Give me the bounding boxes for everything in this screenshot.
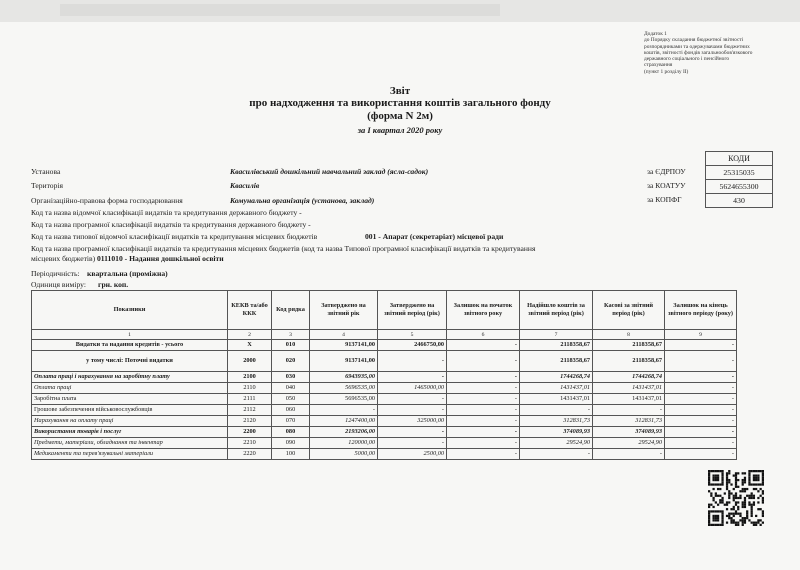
column-number: 6	[447, 330, 520, 340]
table-cell: -	[447, 438, 520, 449]
prog-derzh-line: Код та назва програмної класифікації видатків та кредитування державного бюджету -	[31, 220, 311, 229]
odynytsya-value: грн. коп.	[98, 280, 129, 289]
table-cell: 5000,00	[310, 449, 378, 460]
table-cell: 2118358,67	[520, 351, 593, 372]
table-cell: 060	[272, 405, 310, 416]
table-cell: 6943935,00	[310, 372, 378, 383]
table-cell: 010	[272, 340, 310, 351]
table-cell: -	[447, 340, 520, 351]
table-cell: -	[665, 351, 737, 372]
table-cell: 9137141,00	[310, 340, 378, 351]
table-cell: 1431437,01	[520, 394, 593, 405]
table-cell: -	[665, 427, 737, 438]
header-cell: Залишок на кінець звітного періоду (року)	[665, 291, 737, 330]
report-table	[31, 290, 737, 460]
qr-code-icon	[708, 470, 764, 526]
column-number: 8	[593, 330, 665, 340]
table-cell: у тому числі: Поточні видатки	[32, 351, 228, 372]
table-cell: -	[665, 405, 737, 416]
table-cell: -	[520, 405, 593, 416]
report-subtitle: про надходження та використання коштів загального фонду	[249, 97, 551, 109]
forma-label: Організаційно-правова форма господарювання	[31, 196, 183, 205]
report-period: за I квартал 2020 року	[357, 125, 443, 135]
ustanova-label: Установа	[31, 167, 61, 176]
table-cell: 2118358,67	[593, 351, 665, 372]
note-line: державного соціального і пенсійного	[644, 56, 730, 63]
table-cell: 120000,00	[310, 438, 378, 449]
table-cell: -	[447, 416, 520, 427]
table-cell: 374089,93	[520, 427, 593, 438]
header-cell: КЕКВ та/або ККК	[228, 291, 272, 330]
table-cell: 312831,73	[593, 416, 665, 427]
table-cell: 2220	[228, 449, 272, 460]
table-cell: Нарахування на оплату праці	[32, 416, 228, 427]
scan-smear	[60, 4, 500, 16]
koatuu-label: за КОАТУУ	[647, 181, 686, 190]
typova-value: 001 - Апарат (секретаріат) місцевої ради	[365, 232, 504, 241]
odynytsya-label: Одиниця виміру:	[31, 280, 86, 289]
table-cell: X	[228, 340, 272, 351]
table-cell: -	[447, 449, 520, 460]
table-cell: 312831,73	[520, 416, 593, 427]
prog-misc-value: 0111010 - Надання дошкільної освіти	[97, 254, 224, 263]
table-cell: Предмети, матеріали, обладнання та інвентар	[32, 438, 228, 449]
report-form: (форма N 2м)	[367, 110, 433, 122]
table-cell: 2500,00	[378, 449, 447, 460]
table-cell: -	[378, 427, 447, 438]
table-cell: 5696535,00	[310, 394, 378, 405]
table-cell: -	[447, 427, 520, 438]
edrpou-label: за ЄДРПОУ	[647, 167, 686, 176]
table-cell: Використання товарів і послуг	[32, 427, 228, 438]
kopfg-label: за КОПФГ	[647, 195, 682, 204]
table-cell: 374089,93	[593, 427, 665, 438]
header-cell: Код рядка	[272, 291, 310, 330]
table-cell: -	[520, 449, 593, 460]
table-cell: -	[310, 405, 378, 416]
table-cell: 030	[272, 372, 310, 383]
column-number: 1	[32, 330, 228, 340]
table-cell: Грошове забезпечення військовослужбовців	[32, 405, 228, 416]
table-cell: Заробітна плата	[32, 394, 228, 405]
table-cell: 070	[272, 416, 310, 427]
edrpou-code: 25315035	[706, 166, 773, 180]
kopfg-code: 430	[706, 194, 773, 208]
table-cell: 2118358,67	[520, 340, 593, 351]
header-cell: Затверджено на звітний період (рік)	[378, 291, 447, 330]
table-row	[32, 427, 737, 438]
terytoriya-label: Територія	[31, 181, 63, 190]
column-number: 4	[310, 330, 378, 340]
scan-top-strip	[0, 0, 800, 22]
column-number: 9	[665, 330, 737, 340]
periodychnist-label: Періодичність:	[31, 269, 80, 278]
table-cell: 2100	[228, 372, 272, 383]
table-cell: 2120	[228, 416, 272, 427]
table-cell: 2111	[228, 394, 272, 405]
table-cell: 2193206,00	[310, 427, 378, 438]
report-title: Звіт	[389, 85, 411, 97]
table-cell: 050	[272, 394, 310, 405]
column-number: 2	[228, 330, 272, 340]
table-cell: 080	[272, 427, 310, 438]
note-line: до Порядку складання бюджетної звітності	[644, 37, 744, 44]
table-cell: 2000	[228, 351, 272, 372]
table-cell: -	[665, 372, 737, 383]
table-cell: -	[665, 340, 737, 351]
forma-value: Комунальна організація (установа, заклад)	[230, 196, 375, 205]
column-number-row	[32, 330, 737, 340]
table-cell: 1744268,74	[520, 372, 593, 383]
header-cell: Затверджено на звітний рік	[310, 291, 378, 330]
table-cell: -	[593, 449, 665, 460]
table-cell: Оплата праці і нарахування на заробітну плату	[32, 372, 228, 383]
table-cell: 9137141,00	[310, 351, 378, 372]
table-cell: 29524,90	[520, 438, 593, 449]
header-cell: Касові за звітний період (рік)	[593, 291, 665, 330]
table-cell: -	[665, 394, 737, 405]
table-cell: Медикаменти та перев'язувальні матеріали	[32, 449, 228, 460]
table-cell: -	[665, 449, 737, 460]
table-cell: 2118358,67	[593, 340, 665, 351]
table-cell: Видатки та надання кредитів - усього	[32, 340, 228, 351]
column-number: 7	[520, 330, 593, 340]
table-cell: -	[378, 372, 447, 383]
prog-misc-line: Код та назва програмної класифікації видатків та кредитування місцевих бюджетів (код та назва Типової програмної класифікації видатків та кредитування	[31, 244, 536, 253]
table-row	[32, 449, 737, 460]
header-cell: Надійшло коштів за звітний період (рік)	[520, 291, 593, 330]
table-cell: -	[447, 372, 520, 383]
table-row	[32, 372, 737, 383]
prog-misc-line2: місцевих бюджетів)	[31, 254, 96, 263]
table-cell: -	[378, 438, 447, 449]
table-cell: 2466750,00	[378, 340, 447, 351]
table-cell: Оплата праці	[32, 383, 228, 394]
appendix-note	[644, 31, 794, 75]
vidomcha-line: Код та назва відомчої класифікації видатків та кредитування державного бюджету -	[31, 208, 302, 217]
terytoriya-value: Квасилів	[230, 181, 260, 190]
table-row	[32, 394, 737, 405]
header-cell: Залишок на початок звітного року	[447, 291, 520, 330]
table-cell: 1247400,00	[310, 416, 378, 427]
note-line: коштів, звітності фондів загальнообов'язкового	[644, 49, 753, 56]
table-cell: -	[447, 394, 520, 405]
table-cell: 2110	[228, 383, 272, 394]
note-line: (пункт 1 розділу II)	[644, 68, 689, 75]
note-line: страхування	[644, 62, 673, 69]
table-cell: -	[447, 405, 520, 416]
column-number: 5	[378, 330, 447, 340]
periodychnist-value: квартальна (проміжна)	[87, 269, 168, 278]
table-cell: 090	[272, 438, 310, 449]
typova-line: Код та назва типової відомчої класифікації видатків та кредитування місцевих бюджетів	[31, 232, 318, 241]
table-cell: -	[378, 405, 447, 416]
note-line: розпорядниками та одержувачами бюджетних	[644, 43, 750, 50]
table-cell: 1744268,74	[593, 372, 665, 383]
table-cell: 2112	[228, 405, 272, 416]
codes-header: КОДИ	[706, 152, 773, 166]
table-row	[32, 438, 737, 449]
table-cell: -	[447, 351, 520, 372]
table-cell: 325000,00	[378, 416, 447, 427]
table-cell: -	[447, 383, 520, 394]
table-row	[32, 383, 737, 394]
header-cell: Показники	[32, 291, 228, 330]
table-row	[32, 351, 737, 372]
table-cell: 2210	[228, 438, 272, 449]
table-cell: 100	[272, 449, 310, 460]
column-number: 3	[272, 330, 310, 340]
table-row	[32, 416, 737, 427]
table-cell: 5696535,00	[310, 383, 378, 394]
table-cell: 020	[272, 351, 310, 372]
table-cell: 29524,90	[593, 438, 665, 449]
koatuu-code: 5624655300	[706, 180, 773, 194]
table-cell: -	[378, 351, 447, 372]
table-cell: 1465000,00	[378, 383, 447, 394]
table-cell: -	[593, 405, 665, 416]
table-cell: 1431437,01	[520, 383, 593, 394]
table-header-row	[32, 291, 737, 330]
table-cell: 1431437,01	[593, 383, 665, 394]
table-cell: -	[665, 416, 737, 427]
table-cell: 2200	[228, 427, 272, 438]
table-cell: 1431437,01	[593, 394, 665, 405]
table-cell: -	[378, 394, 447, 405]
ustanova-value: Квасилівський дошкільний навчальний заклад (ясла-садок)	[230, 167, 429, 176]
codes-box	[705, 151, 773, 208]
table-row	[32, 340, 737, 351]
table-row	[32, 405, 737, 416]
table-cell: -	[665, 438, 737, 449]
note-line: Додаток 1	[644, 31, 667, 37]
table-cell: -	[665, 383, 737, 394]
table-cell: 040	[272, 383, 310, 394]
